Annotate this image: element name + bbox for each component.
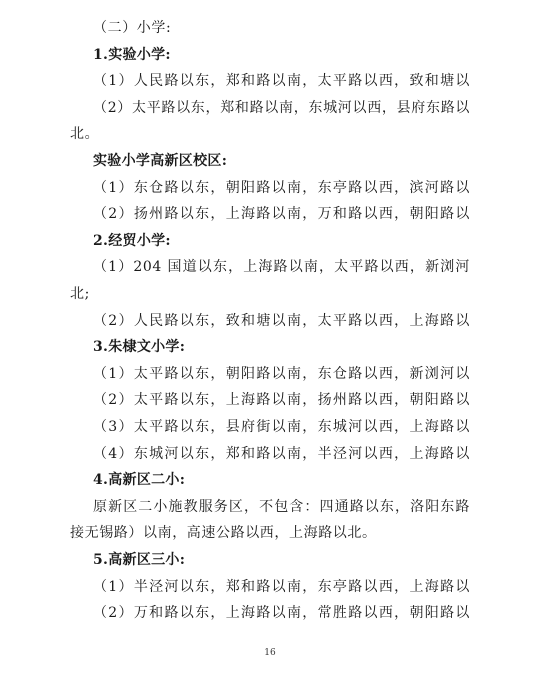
text-line: （2）人民路以东，致和塘以南，太平路以西，上海路以 — [93, 312, 470, 329]
section-heading: （二）小学: — [93, 20, 172, 36]
page-number: 16 — [264, 648, 276, 658]
text-line: 接无锡路）以南，高速公路以西，上海路以北。 — [70, 525, 377, 542]
text-line: （1）太平路以东，朝阳路以南，东仓路以西，新浏河以 — [93, 365, 470, 382]
text-line: （2）太平路以东，郑和路以南，东城河以西，县府东路以 — [93, 99, 470, 116]
text-line: （1）人民路以东，郑和路以南，太平路以西，致和塘以 — [93, 73, 470, 90]
school-heading-experimental-hitech: 实验小学高新区校区: — [93, 153, 228, 169]
text-line: 北。 — [70, 126, 100, 143]
text-line: 原新区二小施教服务区，不包含：四通路以东，洛阳东路 — [93, 498, 470, 515]
text-line: （1）半泾河以东，郑和路以南，东亭路以西，上海路以 — [93, 578, 470, 595]
school-heading-hitech-2: 4.高新区二小: — [93, 472, 186, 489]
text-line: 北; — [70, 286, 90, 302]
text-line: （2）万和路以东，上海路以南，常胜路以西，朝阳路以 — [93, 605, 470, 622]
text-line: （2）太平路以东，上海路以南，扬州路以西，朝阳路以 — [93, 392, 470, 409]
text-line: （2）扬州路以东，上海路以南，万和路以西，朝阳路以 — [93, 206, 470, 223]
school-heading-zhudiwen: 3.朱棣文小学: — [93, 339, 186, 356]
school-heading-experimental: 1.实验小学: — [93, 46, 171, 63]
school-heading-jingmao: 2.经贸小学: — [93, 232, 171, 249]
text-line: （4）东城河以东，郑和路以南，半泾河以西，上海路以 — [93, 445, 470, 462]
text-line: （1）东仓路以东，朝阳路以南，东亭路以西，滨河路以 — [93, 179, 470, 196]
school-heading-hitech-3: 5.高新区三小: — [93, 552, 186, 568]
text-line: （1）204 国道以东，上海路以南，太平路以西，新浏河 — [93, 259, 470, 276]
text-line: （3）太平路以东，县府街以南，东城河以西，上海路以 — [93, 419, 470, 435]
